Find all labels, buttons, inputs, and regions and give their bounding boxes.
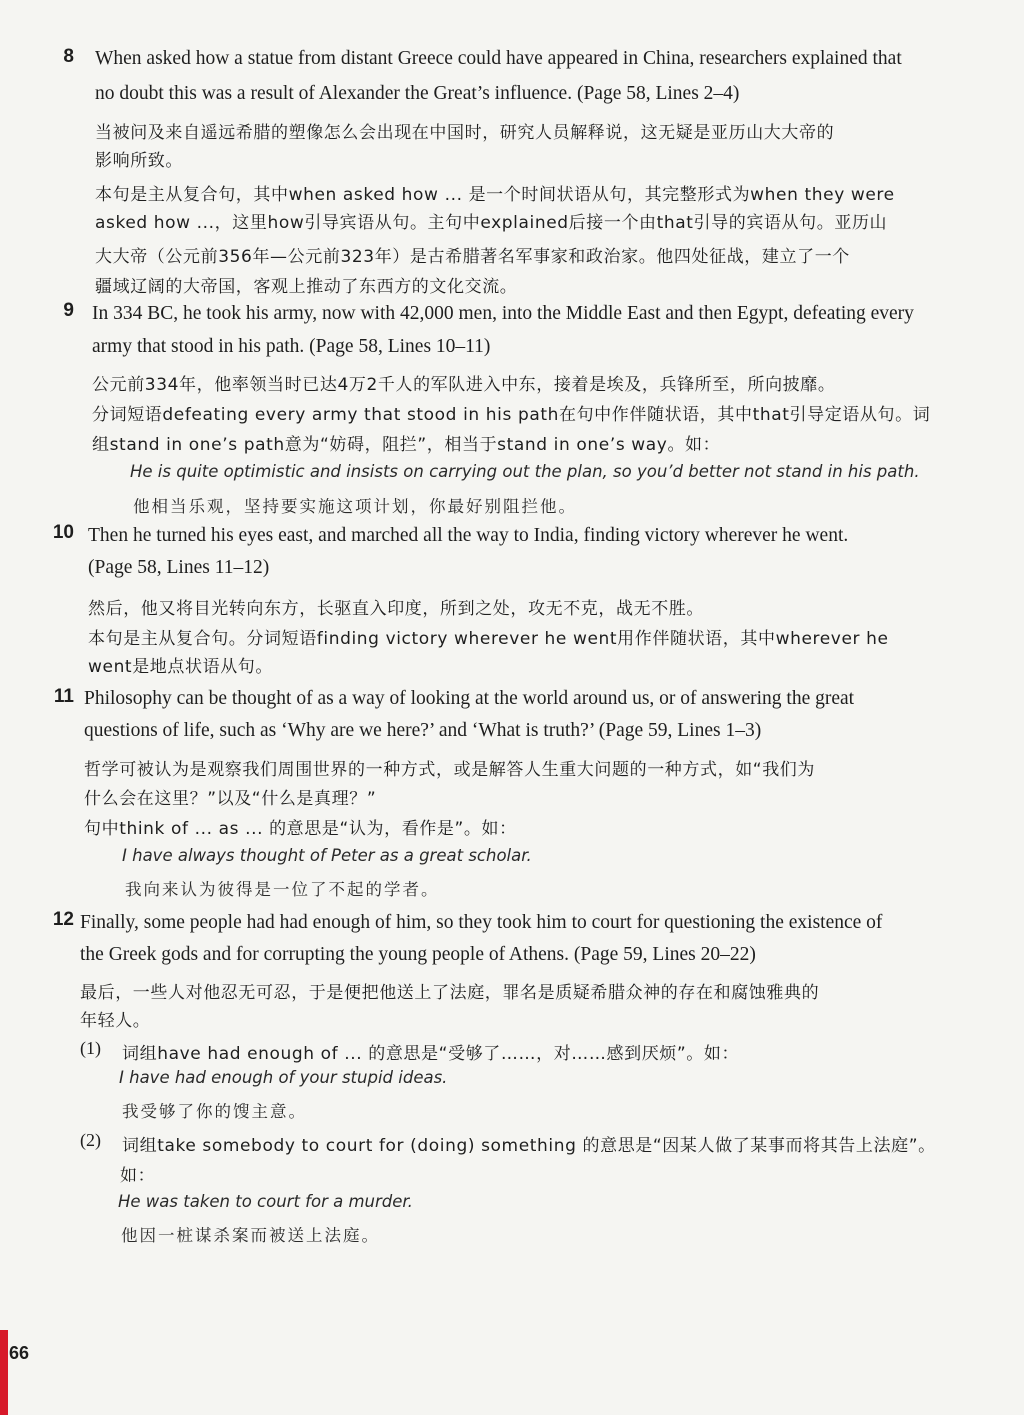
grammar-note: 本句是主从复合句。分词短语finding victory wherever he went用作伴随状语，其中wherever he — [88, 629, 889, 649]
english-sentence: Then he turned his eyes east, and marched all the way to India, finding victory wherever he went. — [88, 525, 849, 546]
example-translation: 他因一桩谋杀案而被送上法庭。 — [121, 1226, 380, 1245]
example-translation: 我受够了你的馊主意。 — [122, 1102, 307, 1121]
grammar-note: 如： — [120, 1166, 156, 1186]
english-sentence: questions of life, such as ‘Why are we here?’ and ‘What is truth?’ (Page 59, Lines 1–3) — [84, 720, 762, 741]
example-sentence: I have had enough of your stupid ideas. — [119, 1068, 448, 1087]
english-sentence: In 334 BC, he took his army, now with 42,000 men, into the Middle East and then Egypt, defeating every — [92, 303, 914, 324]
example-translation: 他相当乐观，坚持要实施这项计划，你最好别阻拦他。 — [133, 497, 577, 516]
chinese-translation: 当被问及来自遥远希腊的塑像怎么会出现在中国时，研究人员解释说，这无疑是亚历山大大帝的 — [95, 123, 835, 143]
grammar-note: went是地点状语从句。 — [88, 657, 274, 677]
english-sentence: (Page 58, Lines 11–12) — [88, 557, 270, 578]
grammar-note: 本句是主从复合句，其中when asked how ... 是一个时间状语从句，其完整形式为when they were — [95, 185, 895, 205]
chinese-translation: 最后，一些人对他忍无可忍，于是便把他送上了法庭，罪名是质疑希腊众神的存在和腐蚀雅典的 — [80, 983, 820, 1003]
chinese-translation: 公元前334年，他率领当时已达4万2千人的军队进入中东，接着是埃及，兵锋所至，所向披靡。 — [92, 375, 836, 395]
entry-number: 11 — [53, 686, 74, 707]
entry-number: 12 — [52, 909, 74, 930]
grammar-note: 句中think of ... as ... 的意思是“认为，看作是”。如： — [84, 819, 517, 839]
example-sentence: I have always thought of Peter as a great scholar. — [122, 846, 532, 865]
english-sentence: no doubt this was a result of Alexander the Great’s influence. (Page 58, Lines 2–4) — [95, 83, 740, 104]
example-translation: 我向来认为彼得是一位了不起的学者。 — [125, 880, 440, 899]
chinese-translation: 然后，他又将目光转向东方，长驱直入印度，所到之处，攻无不克，战无不胜。 — [88, 599, 704, 619]
sub-point-marker: (1) — [80, 1038, 101, 1058]
grammar-note: 大大帝（公元前356年—公元前323年）是古希腊著名军事家和政治家。他四处征战，建立了一个 — [95, 247, 850, 267]
entry-number: 8 — [63, 46, 74, 67]
sub-point-marker: (2) — [80, 1130, 101, 1150]
example-sentence: He is quite optimistic and insists on carrying out the plan, so you’d better not stand in his path. — [130, 462, 920, 481]
english-sentence: Philosophy can be thought of as a way of looking at the world around us, or of answering the great — [84, 688, 855, 709]
grammar-note: 分词短语defeating every army that stood in his path在句中作伴随状语，其中that引导定语从句。词 — [92, 405, 931, 425]
grammar-note: 词组have had enough of ... 的意思是“受够了……，对……感到厌烦”。如： — [122, 1044, 740, 1064]
english-sentence: When asked how a statue from distant Greece could have appeared in China, researchers explained that — [95, 48, 902, 69]
grammar-note: 疆域辽阔的大帝国，客观上推动了东西方的文化交流。 — [95, 277, 518, 297]
entry-number: 10 — [52, 522, 74, 543]
english-sentence: army that stood in his path. (Page 58, Lines 10–11) — [92, 336, 491, 357]
english-sentence: the Greek gods and for corrupting the young people of Athens. (Page 59, Lines 20–22) — [80, 944, 756, 965]
grammar-note: 词组take somebody to court for (doing) something 的意思是“因某人做了某事而将其告上法庭”。 — [122, 1136, 936, 1156]
grammar-note: asked how ...，这里how引导宾语从句。主句中explained后接一个由that引导的宾语从句。亚历山 — [95, 213, 888, 233]
entry-number: 9 — [63, 300, 74, 321]
chinese-translation: 什么会在这里？”以及“什么是真理？” — [84, 789, 377, 809]
english-sentence: Finally, some people had had enough of him, so they took him to court for questioning the existence of — [80, 912, 883, 933]
example-sentence: He was taken to court for a murder. — [118, 1192, 413, 1211]
chinese-translation: 哲学可被认为是观察我们周围世界的一种方式，或是解答人生重大问题的一种方式，如“我们为 — [84, 760, 816, 780]
grammar-note: 组stand in one’s path意为“妨碍，阻拦”，相当于stand in one’s way。如： — [92, 435, 721, 455]
page-edge-marker — [0, 1330, 8, 1415]
chinese-translation: 影响所致。 — [95, 151, 183, 171]
page-number: 66 — [9, 1343, 30, 1363]
chinese-translation: 年轻人。 — [80, 1011, 151, 1031]
